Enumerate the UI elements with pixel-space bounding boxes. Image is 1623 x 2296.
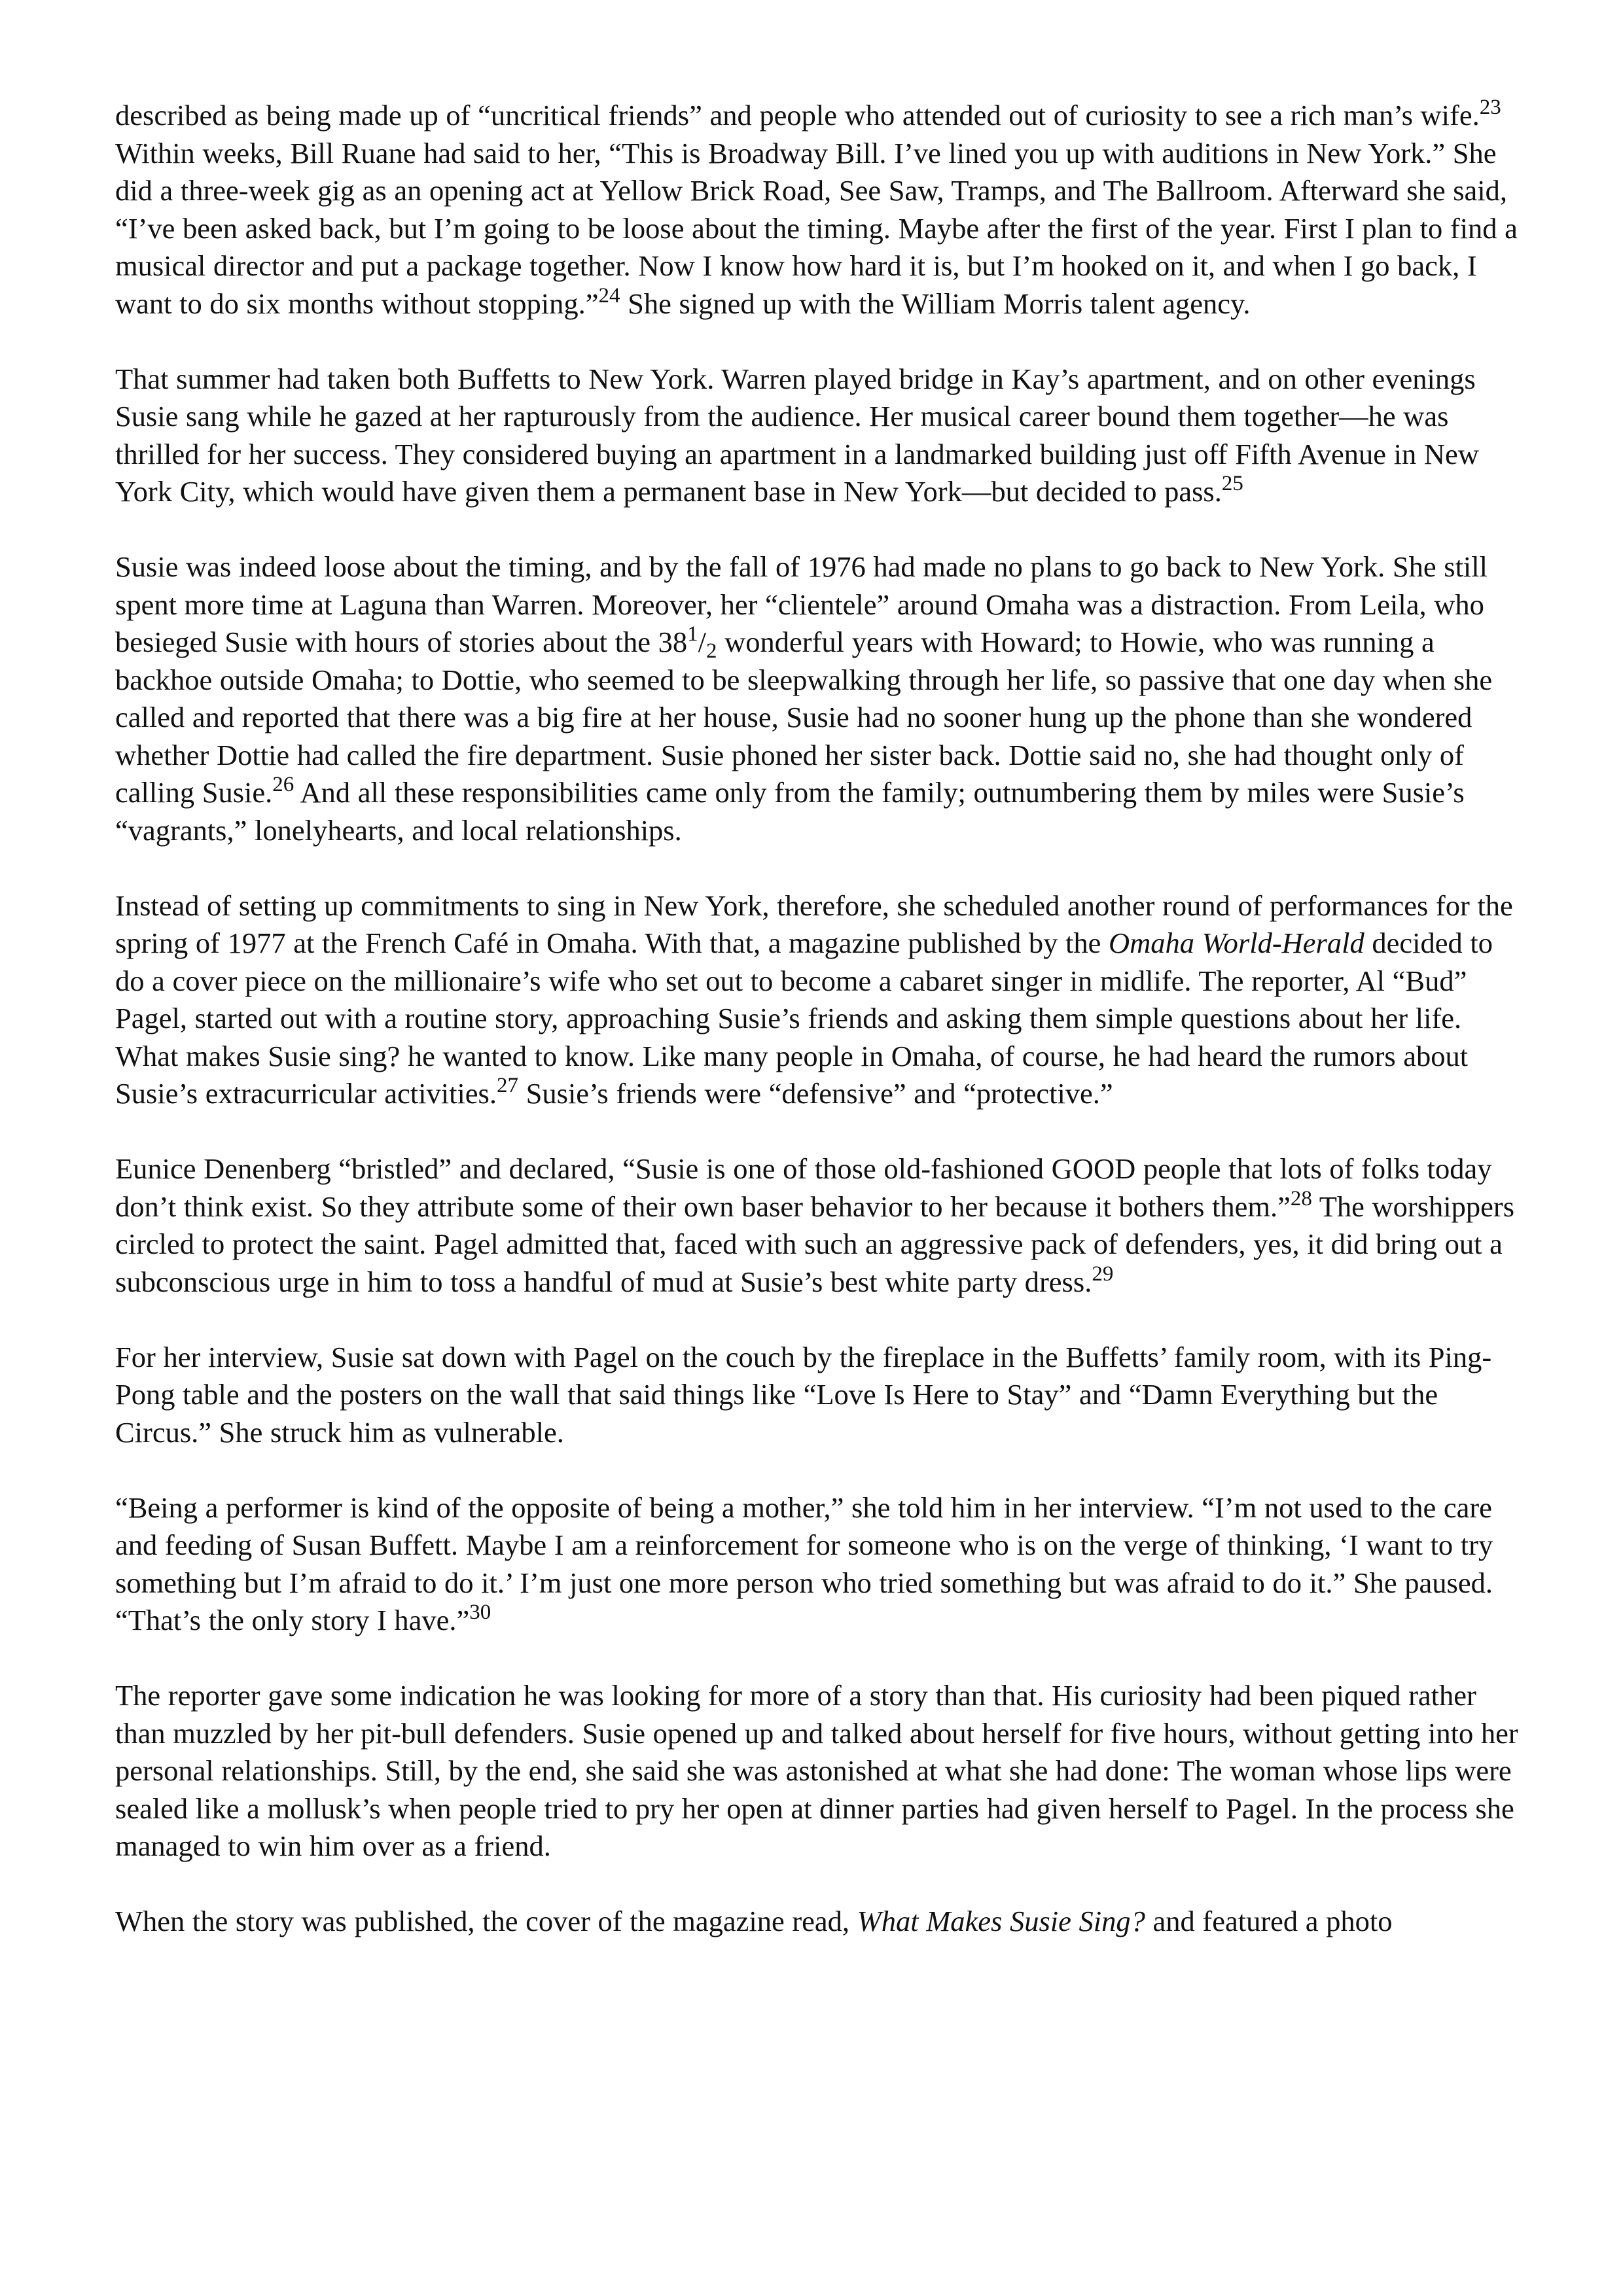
text-run: wonderful years with Howard; to Howie, who was running a backhoe outside Omaha; to Dottie, who seemed to be sleepwalking through her life, so passive that one day when she called and reported that there was a big fire at her house, Susie had no sooner hung up the phone than she wondered whether Dottie had called the fire department. Susie phoned her sister back. Dottie said no, she had thought only of calling Susie. bbox=[115, 626, 1493, 809]
footnote-ref-25: 25 bbox=[1221, 472, 1243, 495]
footnote-ref-26: 26 bbox=[272, 773, 294, 796]
text-run: The worshippers circled to protect the saint. Pagel admitted that, faced with such an aggressive pack of defenders, yes, it did bring out a subconscious urge in him to toss a handful of mud at Susie’s best white party dress. bbox=[115, 1190, 1515, 1298]
paragraph-7 bbox=[115, 1489, 1518, 1640]
text-run: described as being made up of “uncritical friends” and people who attended out of curiosity to see a rich man’s wife. bbox=[115, 99, 1480, 132]
italic-title: What Makes Susie Sing? bbox=[857, 1905, 1145, 1937]
paragraph-4 bbox=[115, 887, 1518, 1113]
fraction-denominator: 2 bbox=[705, 639, 717, 663]
paragraph-5 bbox=[115, 1150, 1518, 1301]
paragraph-2 bbox=[115, 361, 1518, 511]
text-run: She signed up with the William Morris talent agency. bbox=[620, 287, 1251, 320]
text-run: For her interview, Susie sat down with Pagel on the couch by the fireplace in the Buffetts’ family room, with its Ping-Pong table and the posters on the wall that said things like “Love Is Here to Stay” and “Damn Everything but the Circus.” She struck him as vulnerable. bbox=[115, 1340, 1492, 1449]
text-run: “Being a performer is kind of the opposite of being a mother,” she told him in her interview. “I’m not used to the care and feeding of Susan Buffett. Maybe I am a reinforcement for someone who is on the verge of thinking, ‘I want to try something but I’m afraid to do it.’ I’m just one more person who tried something but was afraid to do it.” She paused. “That’s the only story I have.” bbox=[115, 1491, 1493, 1636]
footnote-ref-24: 24 bbox=[598, 283, 620, 308]
text-run: Susie was indeed loose about the timing, and by the fall of 1976 had made no plans to go back to New York. She still spent more time at Laguna than Warren. Moreover, her “clientele” around Omaha was a distraction. From Leila, who besieged Susie with hours of stories about the 38 bbox=[115, 550, 1488, 658]
text-run: Eunice Denenberg “bristled” and declared, “Susie is one of those old-fashioned GOOD people that lots of folks today don’t think exist. So they attribute some of their own baser behavior to her because it bothers them.” bbox=[115, 1152, 1492, 1223]
text-run: Instead of setting up commitments to sing in New York, therefore, she scheduled another round of performances for the spring of 1977 at the French Café in Omaha. With that, a magazine published by the bbox=[115, 889, 1513, 959]
text-run: When the story was published, the cover of the magazine read, bbox=[115, 1905, 857, 1937]
footnote-ref-30: 30 bbox=[469, 1600, 491, 1624]
footnote-ref-27: 27 bbox=[497, 1074, 518, 1097]
text-run: Susie’s friends were “defensive” and “protective.” bbox=[518, 1077, 1113, 1110]
footnote-ref-29: 29 bbox=[1092, 1262, 1114, 1286]
text-run: Within weeks, Bill Ruane had said to her, “This is Broadway Bill. I’ve lined you up with auditions in New York.” She did a three-week gig as an opening act at Yellow Brick Road, See Saw, Tramps, and The Ballroom. Afterward she said, “I’ve been asked back, but I’m going to be loose about the timing. Maybe after the first of the year. First I plan to find a musical director and put a package together. Now I know how hard it is, but I’m hooked on it, and when I go back, I want to do six months without stopping.” bbox=[115, 136, 1518, 320]
text-run: decided to do a cover piece on the millionaire’s wife who set out to become a cabaret singer in midlife. The reporter, Al “Bud” Pagel, started out with a routine story, approaching Susie’s friends and asking them simple questions about her life. What makes Susie sing? he wanted to know. Like many people in Omaha, of course, he had heard the rumors about Susie’s extracurricular activities. bbox=[115, 927, 1493, 1110]
text-run: That summer had taken both Buffetts to New York. Warren played bridge in Kay’s apartment, and on other evenings Susie sang while he gazed at her rapturously from the audience. Her musical career bound them together—he was thrilled for her success. They considered buying an apartment in a landmarked building just off Fifth Avenue in New York City, which would have given them a permanent base in New York—but decided to pass. bbox=[115, 362, 1479, 508]
fraction-slash: / bbox=[698, 626, 706, 658]
paragraph-1 bbox=[115, 97, 1518, 323]
paragraph-8 bbox=[115, 1677, 1518, 1865]
footnote-ref-23: 23 bbox=[1479, 96, 1501, 119]
paragraph-6 bbox=[115, 1339, 1518, 1452]
paragraph-3 bbox=[115, 548, 1518, 849]
text-run: The reporter gave some indication he was looking for more of a story than that. His curiosity had been piqued rather than muzzled by her pit-bull defenders. Susie opened up and talked about herself for five hours, without getting into her personal relationships. Still, by the end, she said she was astonished at what she had done: The woman whose lips were sealed like a mollusk’s when people tried to pry her open at dinner parties had given herself to Pagel. In the process she managed to win him over as a friend. bbox=[115, 1679, 1518, 1862]
italic-title: Omaha World-Herald bbox=[1109, 927, 1364, 959]
footnote-ref-28: 28 bbox=[1290, 1186, 1312, 1210]
paragraph-9 bbox=[115, 1903, 1518, 1941]
text-run: and featured a photo bbox=[1145, 1905, 1393, 1937]
fraction-numerator: 1 bbox=[687, 622, 698, 646]
text-run: And all these responsibilities came only from the family; outnumbering them by miles were Susie’s “vagrants,” lonelyhearts, and local relationships. bbox=[115, 776, 1465, 847]
